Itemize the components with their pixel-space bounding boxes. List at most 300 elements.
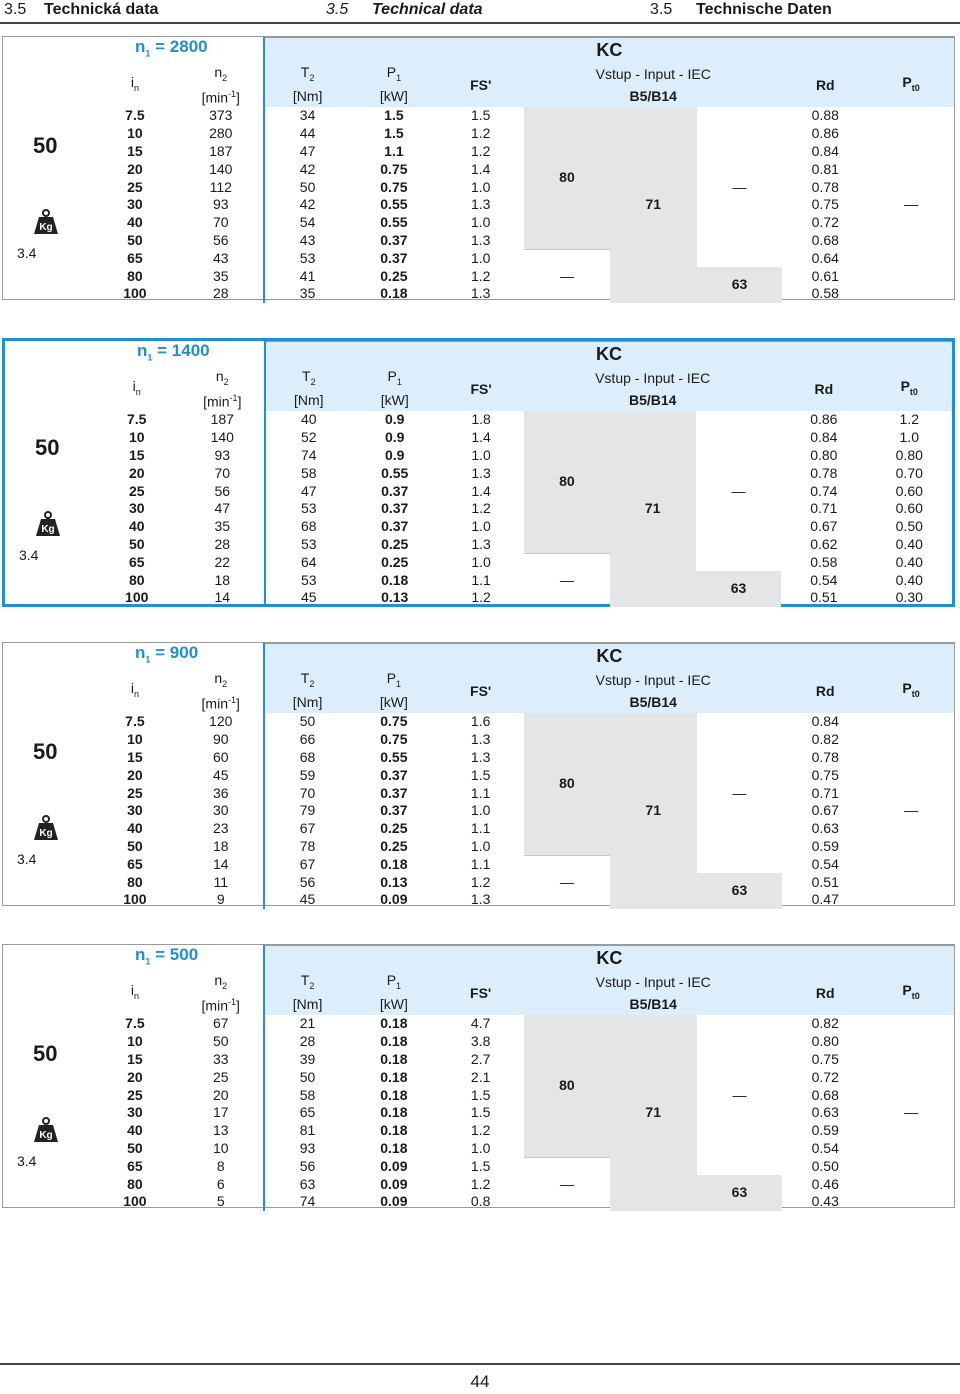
iec-63-cell: 63 bbox=[697, 267, 783, 303]
table-row bbox=[93, 589, 952, 607]
efficiency-cell: 0.81 bbox=[811, 160, 839, 177]
efficiency-cell: 0.78 bbox=[810, 464, 838, 481]
table-row bbox=[91, 713, 954, 731]
efficiency-cell: 0.68 bbox=[811, 1086, 839, 1103]
efficiency-cell: 0.64 bbox=[811, 249, 839, 266]
iec-none-dash: — bbox=[732, 784, 747, 801]
efficiency-cell: 0.61 bbox=[811, 267, 839, 284]
efficiency-cell: 0.59 bbox=[811, 837, 839, 854]
service-factor-cell: 2.7 bbox=[470, 1050, 491, 1067]
thermal-power-cell bbox=[868, 125, 954, 143]
service-factor-cell: 1.0 bbox=[470, 249, 491, 266]
table-row bbox=[91, 1104, 954, 1122]
efficiency-cell: 0.82 bbox=[811, 731, 839, 748]
power-header: $P_1$ bbox=[350, 972, 437, 995]
iec-80-cell: 80 bbox=[524, 107, 610, 249]
kc-heading: KC bbox=[264, 38, 954, 64]
table-row bbox=[91, 1051, 954, 1069]
torque-cell: 81 bbox=[264, 1122, 351, 1140]
service-factor-cell: 1.2 bbox=[471, 500, 491, 517]
gearbox-size-column bbox=[3, 945, 91, 1207]
thermal-power-cell bbox=[868, 1157, 954, 1175]
torque-cell: 70 bbox=[264, 784, 351, 802]
iec-none-dash: — bbox=[731, 482, 746, 499]
power-cell: 0.75 bbox=[380, 178, 408, 195]
torque-cell: 21 bbox=[264, 1015, 351, 1033]
output-speed-cell: 14 bbox=[212, 855, 229, 872]
efficiency-cell: 0.84 bbox=[811, 713, 839, 730]
output-speed-cell: 5 bbox=[216, 1193, 225, 1210]
page-header bbox=[0, 0, 960, 22]
torque-cell: 41 bbox=[264, 267, 351, 285]
power-unit: [kW] bbox=[350, 692, 437, 713]
gearbox-size: 50 bbox=[33, 1041, 58, 1066]
ratio-header: $i_n$ bbox=[130, 679, 139, 699]
ratio-header: $i_n$ bbox=[130, 73, 139, 93]
service-factor-cell: 1.5 bbox=[470, 107, 491, 124]
technical-data-table bbox=[91, 945, 954, 1211]
thermal-power-header: $P_{t0}$ bbox=[868, 972, 954, 1015]
torque-cell: 64 bbox=[265, 553, 351, 571]
table-row bbox=[91, 1122, 954, 1140]
service-factor-cell: 1.3 bbox=[470, 285, 491, 302]
weight-icon bbox=[33, 1117, 59, 1143]
ratio-cell: 7.5 bbox=[125, 713, 145, 730]
weight-icon bbox=[33, 209, 59, 235]
thermal-power-cell: 0.60 bbox=[895, 482, 923, 499]
gearbox-size-column bbox=[3, 37, 91, 299]
output-speed-cell: 33 bbox=[212, 1050, 229, 1067]
ratio-cell: 40 bbox=[127, 1122, 143, 1139]
ratio-cell: 30 bbox=[127, 1104, 143, 1121]
service-factor-cell: 1.0 bbox=[470, 178, 491, 195]
gearbox-size: 50 bbox=[33, 133, 58, 158]
service-factor-cell: 1.2 bbox=[471, 589, 491, 606]
ratio-cell: 15 bbox=[128, 446, 145, 463]
output-speed-cell: 140 bbox=[210, 429, 234, 446]
service-factor-cell: 1.1 bbox=[470, 855, 491, 872]
thermal-power-cell: 0.30 bbox=[895, 589, 923, 606]
power-cell: 0.55 bbox=[381, 464, 409, 481]
power-cell: 0.25 bbox=[381, 553, 409, 570]
power-cell: 0.09 bbox=[380, 1175, 408, 1192]
output-speed-cell: 93 bbox=[214, 446, 231, 463]
service-factor-cell: 1.1 bbox=[471, 571, 491, 588]
thermal-power-cell: 0.40 bbox=[895, 535, 923, 552]
service-factor-cell: 1.0 bbox=[470, 837, 491, 854]
ratio-cell: 100 bbox=[125, 589, 149, 606]
service-factor-cell: 1.2 bbox=[470, 1122, 491, 1139]
table-row bbox=[91, 125, 954, 143]
torque-cell: 68 bbox=[265, 518, 351, 536]
table-row bbox=[91, 1175, 954, 1193]
iec-80-cell: 80 bbox=[524, 1015, 610, 1157]
output-speed-cell: 28 bbox=[214, 535, 231, 552]
torque-cell: 45 bbox=[264, 891, 351, 909]
thermal-power-cell: 0.80 bbox=[895, 446, 923, 463]
thermal-power-cell: — bbox=[904, 1104, 919, 1121]
kc-heading: KC bbox=[264, 946, 954, 972]
ratio-header: $i_n$ bbox=[132, 377, 141, 397]
torque-cell: 53 bbox=[265, 536, 351, 554]
power-cell: 0.25 bbox=[381, 535, 409, 552]
output-speed-cell: 35 bbox=[212, 267, 229, 284]
thermal-power-cell bbox=[868, 267, 954, 285]
output-speed-cell: 18 bbox=[212, 837, 229, 854]
table-row bbox=[93, 553, 952, 571]
table-row bbox=[91, 838, 954, 856]
iec-71-cell: 71 bbox=[610, 713, 697, 909]
table-row bbox=[91, 766, 954, 784]
table-row bbox=[93, 447, 952, 465]
table-row bbox=[91, 214, 954, 232]
output-speed-cell: 10 bbox=[212, 1139, 229, 1156]
thermal-power-cell: 0.70 bbox=[895, 464, 923, 481]
output-speed-cell: 18 bbox=[214, 571, 231, 588]
thermal-power-cell bbox=[868, 249, 954, 267]
ratio-cell: 40 bbox=[128, 518, 145, 535]
output-speed-unit: $[\min^{-1}]$ bbox=[201, 997, 240, 1014]
efficiency-cell: 0.63 bbox=[811, 1104, 839, 1121]
iec-none-dash: — bbox=[524, 855, 610, 908]
efficiency-cell: 0.59 bbox=[811, 1122, 839, 1139]
efficiency-cell: 0.80 bbox=[811, 1033, 839, 1050]
gearbox-size-column bbox=[5, 341, 93, 604]
service-factor-cell: 1.1 bbox=[470, 820, 491, 837]
service-factor-cell: 1.0 bbox=[471, 518, 491, 535]
torque-cell: 56 bbox=[264, 873, 351, 891]
en-section-number: 3.5 bbox=[326, 1, 349, 18]
power-cell: 0.25 bbox=[380, 267, 408, 284]
output-speed-cell: 43 bbox=[212, 249, 229, 266]
efficiency-cell: 0.75 bbox=[811, 196, 839, 213]
power-cell: 0.55 bbox=[380, 748, 408, 765]
power-cell: 0.18 bbox=[380, 1033, 408, 1050]
efficiency-cell: 0.68 bbox=[811, 231, 839, 248]
ratio-cell: 7.5 bbox=[125, 1015, 145, 1032]
service-factor-cell: 1.0 bbox=[471, 553, 491, 570]
table-row bbox=[93, 518, 952, 536]
output-speed-cell: 23 bbox=[212, 820, 229, 837]
ratio-cell: 25 bbox=[128, 482, 145, 499]
output-speed-cell: 120 bbox=[209, 713, 233, 730]
thermal-power-cell bbox=[868, 1193, 954, 1211]
gearbox-weight: 3.4 bbox=[17, 1153, 37, 1169]
power-cell: 0.9 bbox=[384, 411, 405, 428]
thermal-power-cell bbox=[868, 855, 954, 873]
gearbox-weight: 3.4 bbox=[17, 245, 37, 261]
efficiency-cell: 0.67 bbox=[810, 518, 838, 535]
output-speed-cell: 47 bbox=[214, 500, 231, 517]
iec-none-dash: — bbox=[524, 1157, 610, 1210]
efficiency-cell: 0.84 bbox=[810, 429, 838, 446]
power-cell: 1.5 bbox=[384, 125, 404, 142]
input-speed-label: $n_1 = 1400$ bbox=[137, 341, 210, 363]
power-cell: 0.25 bbox=[380, 820, 408, 837]
data-table-section bbox=[2, 642, 955, 906]
iec-63-cell: 63 bbox=[696, 571, 781, 607]
table-row bbox=[91, 855, 954, 873]
output-speed-cell: 373 bbox=[209, 107, 233, 124]
output-speed-cell: 8 bbox=[216, 1157, 225, 1174]
output-speed-cell: 187 bbox=[209, 142, 233, 159]
thermal-power-cell bbox=[868, 160, 954, 178]
service-factor-cell: 1.3 bbox=[470, 748, 491, 765]
footer-rule bbox=[0, 1363, 960, 1365]
service-factor-cell: 1.2 bbox=[470, 873, 491, 890]
power-cell: 0.55 bbox=[380, 196, 408, 213]
table-row bbox=[91, 1140, 954, 1158]
service-factor-cell: 1.2 bbox=[470, 142, 491, 159]
table-row bbox=[91, 267, 954, 285]
service-factor-header: FS' bbox=[437, 64, 524, 107]
output-speed-cell: 56 bbox=[212, 231, 229, 248]
thermal-power-header: $P_{t0}$ bbox=[868, 64, 954, 107]
torque-cell: 74 bbox=[265, 447, 351, 465]
torque-cell: 47 bbox=[264, 143, 351, 161]
table-row bbox=[91, 820, 954, 838]
flange-header: B5/B14 bbox=[524, 994, 782, 1015]
torque-unit: [Nm] bbox=[265, 390, 351, 411]
service-factor-cell: 3.8 bbox=[470, 1033, 491, 1050]
torque-cell: 28 bbox=[264, 1033, 351, 1051]
table-row bbox=[91, 731, 954, 749]
torque-cell: 59 bbox=[264, 766, 351, 784]
output-speed-cell: 70 bbox=[212, 214, 229, 231]
ratio-cell: 50 bbox=[127, 231, 143, 248]
ratio-cell: 30 bbox=[127, 802, 143, 819]
service-factor-cell: 1.3 bbox=[470, 231, 491, 248]
ratio-cell: 10 bbox=[127, 125, 143, 142]
power-cell: 0.37 bbox=[380, 802, 408, 819]
torque-cell: 50 bbox=[264, 178, 351, 196]
iec-input-header: Vstup - Input - IEC bbox=[524, 972, 782, 995]
torque-cell: 39 bbox=[264, 1051, 351, 1069]
efficiency-cell: 0.46 bbox=[811, 1175, 839, 1192]
cz-section-title: Technická data bbox=[44, 1, 159, 18]
svg-text:Kg: Kg bbox=[41, 524, 55, 535]
ratio-cell: 80 bbox=[127, 873, 143, 890]
torque-header: $T_2$ bbox=[264, 670, 351, 693]
efficiency-cell: 0.67 bbox=[811, 802, 839, 819]
flange-header: B5/B14 bbox=[524, 86, 782, 107]
ratio-cell: 40 bbox=[127, 820, 143, 837]
table-row bbox=[91, 784, 954, 802]
output-speed-cell: 187 bbox=[210, 411, 234, 428]
power-cell: 0.37 bbox=[380, 784, 408, 801]
output-speed-cell: 45 bbox=[212, 766, 229, 783]
ratio-cell: 65 bbox=[127, 249, 143, 266]
power-cell: 0.75 bbox=[380, 731, 408, 748]
service-factor-cell: 1.0 bbox=[471, 446, 491, 463]
power-cell: 0.13 bbox=[381, 589, 409, 606]
table-row bbox=[93, 411, 952, 429]
efficiency-cell: 0.71 bbox=[811, 784, 839, 801]
efficiency-cell: 0.71 bbox=[810, 500, 838, 517]
power-cell: 0.9 bbox=[384, 429, 405, 446]
efficiency-cell: 0.84 bbox=[811, 142, 839, 159]
kc-heading: KC bbox=[265, 342, 952, 368]
ratio-cell: 20 bbox=[127, 1068, 143, 1085]
thermal-power-cell bbox=[868, 838, 954, 856]
output-speed-cell: 36 bbox=[212, 784, 229, 801]
technical-data-table bbox=[93, 341, 952, 607]
table-row bbox=[93, 482, 952, 500]
power-cell: 0.18 bbox=[380, 1139, 408, 1156]
power-cell: 0.18 bbox=[380, 1086, 408, 1103]
thermal-power-cell bbox=[868, 891, 954, 909]
power-cell: 0.18 bbox=[380, 1050, 408, 1067]
svg-text:Kg: Kg bbox=[39, 828, 53, 839]
gearbox-weight: 3.4 bbox=[19, 547, 39, 563]
output-speed-cell: 9 bbox=[216, 891, 225, 908]
torque-cell: 65 bbox=[264, 1104, 351, 1122]
ratio-cell: 100 bbox=[123, 1193, 147, 1210]
ratio-cell: 50 bbox=[128, 535, 145, 552]
output-speed-header: $n_2$ bbox=[214, 669, 228, 689]
service-factor-header: FS' bbox=[437, 972, 524, 1015]
ratio-cell: 65 bbox=[128, 553, 145, 570]
ratio-cell: 15 bbox=[127, 142, 143, 159]
ratio-cell: 30 bbox=[127, 196, 143, 213]
torque-cell: 58 bbox=[265, 464, 351, 482]
table-row bbox=[91, 749, 954, 767]
thermal-power-cell bbox=[868, 820, 954, 838]
torque-cell: 68 bbox=[264, 749, 351, 767]
svg-text:Kg: Kg bbox=[39, 1130, 53, 1141]
thermal-power-cell bbox=[868, 285, 954, 303]
torque-header: $T_2$ bbox=[264, 64, 351, 87]
output-speed-cell: 17 bbox=[212, 1104, 229, 1121]
power-cell: 0.75 bbox=[380, 160, 408, 177]
output-speed-cell: 22 bbox=[214, 553, 231, 570]
efficiency-cell: 0.78 bbox=[811, 748, 839, 765]
power-cell: 1.5 bbox=[384, 107, 404, 124]
torque-header: $T_2$ bbox=[265, 368, 351, 391]
power-cell: 0.18 bbox=[380, 855, 408, 872]
torque-cell: 79 bbox=[264, 802, 351, 820]
power-cell: 0.37 bbox=[381, 518, 409, 535]
power-header: $P_1$ bbox=[350, 670, 437, 693]
thermal-power-cell: — bbox=[904, 802, 919, 819]
efficiency-cell: 0.78 bbox=[811, 178, 839, 195]
ratio-cell: 50 bbox=[127, 1139, 143, 1156]
table-row bbox=[91, 1086, 954, 1104]
service-factor-cell: 1.5 bbox=[470, 1157, 491, 1174]
thermal-power-header: $P_{t0}$ bbox=[867, 368, 952, 411]
iec-none-dash: — bbox=[732, 1086, 747, 1103]
efficiency-header: Rd bbox=[782, 64, 868, 107]
output-speed-cell: 140 bbox=[209, 160, 233, 177]
efficiency-cell: 0.54 bbox=[811, 1139, 839, 1156]
power-cell: 0.13 bbox=[380, 873, 408, 890]
power-unit: [kW] bbox=[352, 390, 438, 411]
efficiency-cell: 0.88 bbox=[811, 107, 839, 124]
table-row bbox=[91, 891, 954, 909]
data-table-section bbox=[2, 36, 955, 300]
output-speed-cell: 67 bbox=[212, 1015, 229, 1032]
output-speed-unit: $[\min^{-1}]$ bbox=[201, 89, 240, 106]
table-row bbox=[91, 1033, 954, 1051]
gearbox-size-column bbox=[3, 643, 91, 905]
ratio-cell: 40 bbox=[127, 214, 143, 231]
table-row bbox=[91, 873, 954, 891]
iec-71-cell: 71 bbox=[610, 1015, 697, 1211]
torque-cell: 53 bbox=[264, 249, 351, 267]
output-speed-cell: 280 bbox=[209, 125, 233, 142]
efficiency-cell: 0.43 bbox=[811, 1193, 839, 1210]
ratio-cell: 80 bbox=[128, 571, 145, 588]
table-row bbox=[91, 178, 954, 196]
ratio-cell: 25 bbox=[127, 784, 143, 801]
torque-cell: 74 bbox=[264, 1193, 351, 1211]
efficiency-cell: 0.74 bbox=[810, 482, 838, 499]
power-cell: 0.18 bbox=[380, 1068, 408, 1085]
weight-icon bbox=[33, 815, 59, 841]
output-speed-cell: 30 bbox=[212, 802, 229, 819]
power-cell: 0.18 bbox=[381, 571, 409, 588]
efficiency-cell: 0.50 bbox=[811, 1157, 839, 1174]
efficiency-header: Rd bbox=[782, 670, 868, 713]
output-speed-cell: 56 bbox=[214, 482, 231, 499]
ratio-header: $i_n$ bbox=[130, 981, 139, 1001]
power-cell: 0.09 bbox=[380, 1193, 408, 1210]
output-speed-cell: 50 bbox=[212, 1033, 229, 1050]
table-row bbox=[91, 143, 954, 161]
table-row bbox=[91, 1157, 954, 1175]
gearbox-size: 50 bbox=[35, 435, 60, 460]
ratio-cell: 15 bbox=[127, 1050, 143, 1067]
efficiency-cell: 0.58 bbox=[811, 285, 839, 302]
input-speed-label: $n_1 = 900$ bbox=[135, 643, 199, 665]
ratio-cell: 10 bbox=[127, 1033, 143, 1050]
torque-cell: 53 bbox=[265, 571, 351, 589]
power-cell: 0.18 bbox=[380, 285, 408, 302]
en-section-title: Technical data bbox=[372, 1, 483, 18]
output-speed-header: $n_2$ bbox=[214, 971, 228, 991]
thermal-power-cell: 0.50 bbox=[895, 518, 923, 535]
ratio-cell: 25 bbox=[127, 1086, 143, 1103]
output-speed-cell: 25 bbox=[212, 1068, 229, 1085]
service-factor-cell: 0.8 bbox=[470, 1193, 491, 1210]
power-cell: 0.09 bbox=[380, 891, 408, 908]
service-factor-cell: 1.3 bbox=[470, 891, 491, 908]
thermal-power-cell bbox=[868, 873, 954, 891]
ratio-cell: 30 bbox=[128, 500, 145, 517]
table-row bbox=[91, 196, 954, 214]
efficiency-header: Rd bbox=[782, 972, 868, 1015]
torque-cell: 34 bbox=[264, 107, 351, 125]
thermal-power-cell: 0.40 bbox=[895, 571, 923, 588]
efficiency-cell: 0.75 bbox=[811, 766, 839, 783]
thermal-power-cell bbox=[868, 214, 954, 232]
table-row bbox=[93, 464, 952, 482]
thermal-power-cell bbox=[868, 232, 954, 250]
iec-71-cell: 71 bbox=[610, 411, 696, 607]
thermal-power-cell bbox=[868, 1068, 954, 1086]
thermal-power-cell bbox=[868, 1033, 954, 1051]
output-speed-cell: 35 bbox=[214, 518, 231, 535]
thermal-power-cell bbox=[868, 1086, 954, 1104]
torque-cell: 43 bbox=[264, 232, 351, 250]
service-factor-cell: 1.5 bbox=[470, 1104, 491, 1121]
torque-cell: 45 bbox=[265, 589, 351, 607]
efficiency-cell: 0.86 bbox=[810, 411, 838, 428]
efficiency-cell: 0.62 bbox=[810, 535, 838, 552]
table-row bbox=[93, 500, 952, 518]
technical-data-table bbox=[91, 37, 954, 303]
torque-cell: 50 bbox=[264, 713, 351, 731]
